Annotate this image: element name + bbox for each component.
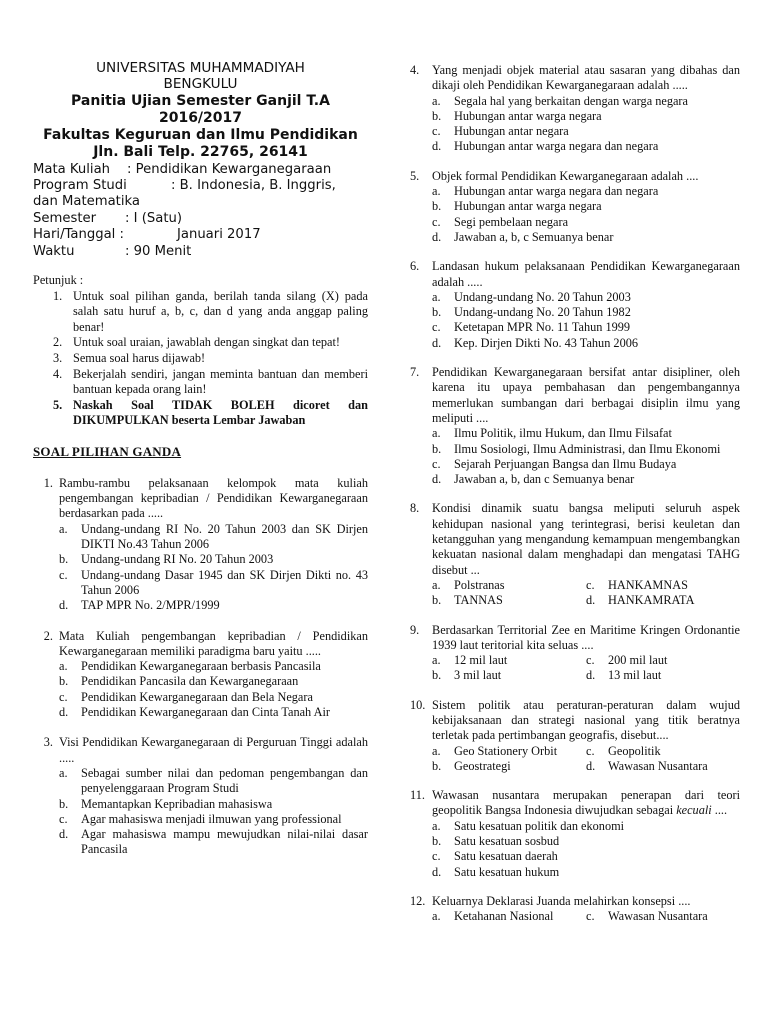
question-5: 5. Objek formal Pendidikan Kewarganegaraan adalah .... a. Hubungan antar warga negara dan negara b. Hubungan antar warga negara c. Segi pembelaan negara d. Jawaban a, b, c Semuanya benar xyxy=(410,169,740,245)
question-text: Sistem politik atau peraturan-peraturan dalam wujud kebijaksanaan dan strategi nasional yang titik beratnya terletak pada pertimbangan geografis, disebut.... xyxy=(432,697,740,743)
question-text: Landasan hukum pelaksanaan Pendidikan Kewarganegaraan adalah ..... xyxy=(432,259,740,289)
option-d[interactable]: d. Agar mahasiswa mampu mewujudkan nilai-nilai dasar Pancasila xyxy=(59,827,368,857)
option-b[interactable]: b. Hubungan antar warga negara xyxy=(432,199,602,214)
option-b[interactable]: b. TANNAS xyxy=(432,593,503,608)
instruction-item: 3. Semua soal harus dijawab! xyxy=(53,350,206,365)
question-text-emphasis: kecuali xyxy=(676,803,712,818)
option-b[interactable]: b. Memantapkan Kepribadian mahasiswa xyxy=(59,796,273,811)
instruction-item-important: 5. Naskah Soal TIDAK BOLEH dicoret dan DIKUMPULKAN beserta Lembar Jawaban xyxy=(53,397,368,428)
question-text: Visi Pendidikan Kewarganegaraan di Perguruan Tinggi adalah ..... xyxy=(59,735,368,765)
course-value: : Pendidikan Kewarganegaraan xyxy=(127,161,332,177)
option-d[interactable]: d. Kep. Dirjen Dikti No. 43 Tahun 2006 xyxy=(432,335,639,350)
option-c[interactable]: c. 200 mil laut xyxy=(586,653,668,668)
faculty-address: Jln. Bali Telp. 22765, 26141 xyxy=(93,143,308,160)
option-a[interactable]: a. Undang-undang RI No. 20 Tahun 2003 dan SK Dirjen DIKTI No.43 Tahun 2006 xyxy=(59,521,368,552)
question-text: Kondisi dinamik suatu bangsa meliputi seluruh aspek kehidupan nasional yang terintegrasi, berisi keuletan dan ketangguhan yang mengandung kemampuan mengembangkan kekuatan nasional dalam menghadapi dan mengatasi TAHG disebut ... xyxy=(432,501,740,577)
right-column xyxy=(410,63,740,925)
option-c[interactable]: c. Satu kesatuan daerah xyxy=(432,849,558,864)
option-b[interactable]: b. Ilmu Sosiologi, Ilmu Administrasi, dan Ilmu Ekonomi xyxy=(432,441,721,456)
question-4: 4. Yang menjadi objek material atau sasaran yang dibahas dan dikaji oleh Pendidikan Kewarganegaraan adalah ..... a. Segala hal yang berkaitan dengan warga negara b. Hubungan antar warga negara c. Hubungan antar negara d. Hubungan antar warga negara dan negara xyxy=(410,63,740,154)
program-value: : B. Indonesia, B. Inggris, xyxy=(171,177,336,193)
faculty-name: Fakultas Keguruan dan Ilmu Pendidikan xyxy=(43,126,358,143)
option-c[interactable]: c. Undang-undang Dasar 1945 dan SK Dirjen Dikti no. 43 Tahun 2006 xyxy=(59,567,368,597)
option-b[interactable]: b. Pendidikan Pancasila dan Kewarganegaraan xyxy=(59,674,299,689)
question-3: 3. Visi Pendidikan Kewarganegaraan di Perguruan Tinggi adalah ..... a. Sebagai sumber nilai dan pedoman pengembangan dan penyelenggaraan Program Studi b. Memantapkan Kepribadian mahasiswa c. Agar mahasiswa menjadi ilmuwan yang professional d. Agar mahasiswa mampu mewujudkan nilai-nilai dasar Pancasila xyxy=(43,735,368,857)
date-value: Januari 2017 xyxy=(177,227,261,243)
option-d[interactable]: d. TAP MPR No. 2/MPR/1999 xyxy=(59,598,220,613)
option-b[interactable]: b. Hubungan antar warga negara xyxy=(432,108,602,123)
option-c[interactable]: c. Agar mahasiswa menjadi ilmuwan yang professional xyxy=(59,811,342,826)
question-text: Mata Kuliah pengembangan kepribadian / Pendidikan Kewarganegaraan memiliki paradigma baru yaitu ..... xyxy=(59,628,368,658)
option-d[interactable]: d. Hubungan antar warga negara dan negara xyxy=(432,139,659,154)
exam-header xyxy=(33,60,368,161)
option-a[interactable]: a. Ketahanan Nasional xyxy=(432,909,554,924)
option-a[interactable]: a. Ilmu Politik, ilmu Hukum, dan Ilmu Filsafat xyxy=(432,426,672,441)
university-name: UNIVERSITAS MUHAMMADIYAH xyxy=(96,60,305,76)
question-text: Rambu-rambu pelaksanaan kelompok mata kuliah pengembangan kepribadian / Pendidikan Kewarganegaraan berdasarkan pada ..... xyxy=(59,475,368,521)
option-d[interactable]: d. Satu kesatuan hukum xyxy=(432,864,560,879)
option-d[interactable]: d. Jawaban a, b, dan c Semuanya benar xyxy=(432,472,635,487)
option-b[interactable]: b. Undang-undang No. 20 Tahun 1982 xyxy=(432,305,631,320)
option-d[interactable]: d. Pendidikan Kewarganegaraan dan Cinta Tanah Air xyxy=(59,705,330,720)
instruction-item: 4. Bekerjalah sendiri, jangan meminta bantuan dan memberi bantuan kepada orang lain! xyxy=(53,366,368,397)
exam-info xyxy=(33,162,368,260)
semester-label: Semester xyxy=(33,210,97,226)
section-title: SOAL PILIHAN GANDA xyxy=(33,443,182,459)
option-d[interactable]: d. Jawaban a, b, c Semuanya benar xyxy=(432,229,614,244)
option-c[interactable]: c. HANKAMNAS xyxy=(586,577,688,592)
option-b[interactable]: b. Geostrategi xyxy=(432,758,511,773)
option-a[interactable]: a. Hubungan antar warga negara dan negara xyxy=(432,184,659,199)
question-11: 11. Wawasan nusantara merupakan penerapan dari teori geopolitik Bangsa Indonesia diwujudkan sebagai kecuali .... a. Satu kesatuan politik dan ekonomi b. Satu kesatuan sosbud c. Satu kesatuan daerah d. Satu kesatuan hukum xyxy=(410,788,740,879)
course-label: Mata Kuliah xyxy=(33,161,111,177)
question-text: Pendidikan Kewarganegaraan bersifat antar disipliner, oleh karena itu upaya pembahasan dan pengembangannya memerlukan sumbangan dari berbagai disiplin ilmu yang meliputi .... xyxy=(432,365,740,425)
program-label: Program Studi xyxy=(33,177,127,193)
option-b[interactable]: b. 3 mil laut xyxy=(432,668,502,683)
question-text: Keluarnya Deklarasi Juanda melahirkan konsepsi .... xyxy=(432,893,691,908)
exam-committee: Panitia Ujian Semester Ganjil T.A xyxy=(71,92,330,109)
question-8: 8. Kondisi dinamik suatu bangsa meliputi seluruh aspek kehidupan nasional yang terintegrasi, berisi keuletan dan ketangguhan yang mengandung kemampuan mengembangkan kekuatan nasional dalam menghadapi dan mengatasi TAHG disebut ... a. Polstranas c. HANKAMNAS b. TANNAS d. HANKAMRATA xyxy=(410,501,740,608)
option-a[interactable]: a. Satu kesatuan politik dan ekonomi xyxy=(432,818,625,833)
option-a[interactable]: a. Polstranas xyxy=(432,577,505,592)
question-12: 12. Keluarnya Deklarasi Juanda melahirkan konsepsi .... a. Ketahanan Nasional c. Wawasan Nusantara xyxy=(410,894,740,925)
option-d[interactable]: d. 13 mil laut xyxy=(586,668,662,683)
question-7: 7. Pendidikan Kewarganegaraan bersifat antar disipliner, oleh karena itu upaya pembahasan dan pengembangannya memerlukan sumbangan dari berbagai disiplin ilmu yang meliputi .... a. Ilmu Politik, ilmu Hukum, dan Ilmu Filsafat b. Ilmu Sosiologi, Ilmu Administrasi, dan Ilmu Ekonomi c. Sejarah Perjuangan Bangsa dan Ilmu Budaya d. Jawaban a, b, dan c Semuanya benar xyxy=(410,365,740,487)
semester-value: : I (Satu) xyxy=(125,210,182,226)
time-label: Waktu xyxy=(33,243,75,259)
option-c[interactable]: c. Ketetapan MPR No. 11 Tahun 1999 xyxy=(432,320,631,335)
option-a[interactable]: a. 12 mil laut xyxy=(432,653,508,668)
option-c[interactable]: c. Hubungan antar negara xyxy=(432,124,569,139)
time-value: : 90 Menit xyxy=(125,243,192,259)
option-a[interactable]: a. Undang-undang No. 20 Tahun 2003 xyxy=(432,289,631,304)
option-d[interactable]: d. Wawasan Nusantara xyxy=(586,758,708,773)
option-a[interactable]: a. Segala hal yang berkaitan dengan warga negara xyxy=(432,93,688,108)
option-c[interactable]: c. Pendidikan Kewarganegaraan dan Bela Negara xyxy=(59,689,313,704)
question-10: 10. Sistem politik atau peraturan-peraturan dalam wujud kebijaksanaan dan strategi nasional yang titik beratnya terletak pada pertimbangan geografis, disebut.... a. Geo Stationery Orbit c. Geopolitik b. Geostrategi d. Wawasan Nusantara xyxy=(410,697,740,773)
option-c[interactable]: c. Wawasan Nusantara xyxy=(586,909,708,924)
program-value-cont: dan Matematika xyxy=(33,194,140,210)
option-a[interactable]: a. Pendidikan Kewarganegaraan berbasis Pancasila xyxy=(59,659,321,674)
question-text: Wawasan nusantara merupakan penerapan dari teori geopolitik Bangsa Indonesia diwujudkan sebagai kecuali .... xyxy=(432,788,740,818)
academic-year: 2016/2017 xyxy=(158,109,243,126)
question-text: Objek formal Pendidikan Kewarganegaraan adalah .... xyxy=(432,168,699,183)
option-c[interactable]: c. Geopolitik xyxy=(586,743,661,758)
question-9: 9. Berdasarkan Territorial Zee en Maritime Kringen Ordonantie 1939 laut teritorial kita seluas .... a. 12 mil laut c. 200 mil laut b. 3 mil laut d. 13 mil laut xyxy=(410,622,740,683)
date-label: Hari/Tanggal : xyxy=(33,227,124,243)
question-2: 2. Mata Kuliah pengembangan kepribadian / Pendidikan Kewarganegaraan memiliki paradigma baru yaitu ..... a. Pendidikan Kewarganegaraan berbasis Pancasila b. Pendidikan Pancasila dan Kewarganegaraan c. Pendidikan Kewarganegaraan dan Bela Negara d. Pendidikan Kewarganegaraan dan Cinta Tanah Air xyxy=(43,628,368,720)
instruction-item: 2. Untuk soal uraian, jawablah dengan singkat dan tepat! xyxy=(53,335,341,350)
university-city: BENGKULU xyxy=(163,76,238,93)
question-text: Berdasarkan Territorial Zee en Maritime Kringen Ordonantie 1939 laut teritorial kita seluas .... xyxy=(432,622,740,652)
question-1: 1. Rambu-rambu pelaksanaan kelompok mata kuliah pengembangan kepribadian / Pendidikan Kewarganegaraan berdasarkan pada ..... a. Undang-undang RI No. 20 Tahun 2003 dan SK Dirjen DIKTI No.43 Tahun 2006 b. Undang-undang RI No. 20 Tahun 2003 c. Undang-undang Dasar 1945 dan SK Dirjen Dikti no. 43 Tahun 2006 d. TAP MPR No. 2/MPR/1999 xyxy=(43,475,368,613)
option-c[interactable]: c. Segi pembelaan negara xyxy=(432,214,569,229)
option-b[interactable]: b. Satu kesatuan sosbud xyxy=(432,834,560,849)
option-d[interactable]: d. HANKAMRATA xyxy=(586,593,695,608)
instructions-title: Petunjuk : xyxy=(33,272,84,287)
option-a[interactable]: a. Sebagai sumber nilai dan pedoman pengembangan dan penyelenggaraan Program Studi xyxy=(59,765,368,796)
left-column xyxy=(33,60,368,858)
option-a[interactable]: a. Geo Stationery Orbit xyxy=(432,743,558,758)
instruction-item: 1. Untuk soal pilihan ganda, berilah tanda silang (X) pada salah satu huruf a, b, c, dan d yang anda anggap paling benar! xyxy=(53,288,368,334)
question-text: Yang menjadi objek material atau sasaran yang dibahas dan dikaji oleh Pendidikan Kewarganegaraan adalah ..... xyxy=(432,63,740,93)
question-6: 6. Landasan hukum pelaksanaan Pendidikan Kewarganegaraan adalah ..... a. Undang-undang No. 20 Tahun 2003 b. Undang-undang No. 20 Tahun 1982 c. Ketetapan MPR No. 11 Tahun 1999 d. Kep. Dirjen Dikti No. 43 Tahun 2006 xyxy=(410,259,740,350)
instructions xyxy=(33,273,368,429)
option-b[interactable]: b. Undang-undang RI No. 20 Tahun 2003 xyxy=(59,552,274,567)
option-c[interactable]: c. Sejarah Perjuangan Bangsa dan Ilmu Budaya xyxy=(432,456,677,471)
